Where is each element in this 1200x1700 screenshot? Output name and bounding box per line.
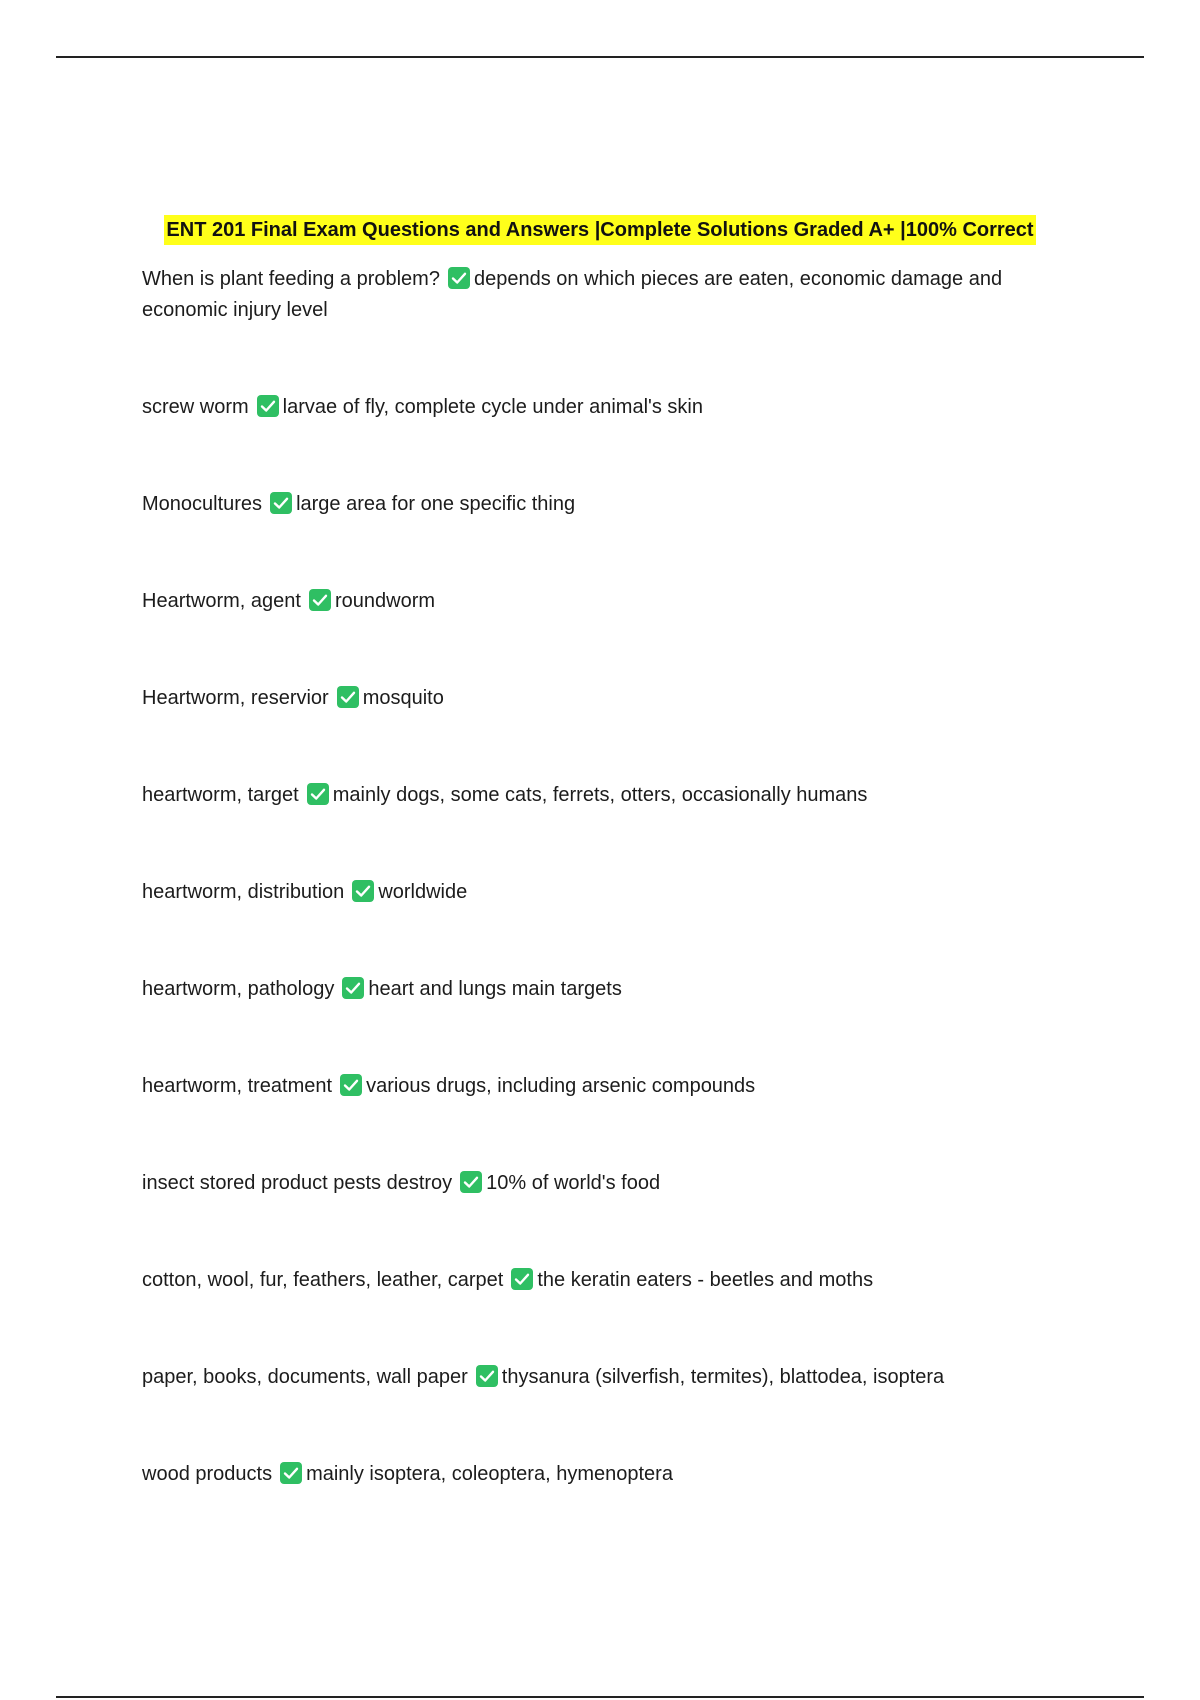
- check-icon: [448, 267, 470, 289]
- qa-list: [142, 264, 1042, 1556]
- question: screw worm: [142, 396, 249, 418]
- question: heartworm, distribution: [142, 881, 345, 903]
- question: wood products: [142, 1463, 273, 1485]
- check-icon: [337, 686, 359, 708]
- answer: worldwide: [378, 881, 468, 903]
- question: heartworm, treatment: [142, 1075, 333, 1097]
- bottom-rule: [56, 1696, 1144, 1698]
- check-icon: [352, 880, 374, 902]
- answer: roundworm: [334, 590, 436, 612]
- question: paper, books, documents, wall paper: [142, 1366, 468, 1388]
- question: Heartworm, agent: [142, 590, 301, 612]
- question: When is plant feeding a problem?: [142, 268, 440, 290]
- top-rule: [56, 56, 1144, 58]
- check-icon: [257, 395, 279, 417]
- check-icon: [342, 977, 364, 999]
- question: insect stored product pests destroy: [142, 1172, 453, 1194]
- qa-item: [142, 1071, 1042, 1102]
- answer: larvae of fly, complete cycle under animal's skin: [282, 396, 703, 418]
- document-title: ENT 201 Final Exam Questions and Answers |Complete Solutions Graded A+ |100% Correct: [164, 215, 1035, 245]
- answer: mosquito: [362, 687, 444, 709]
- qa-item: [142, 780, 1042, 811]
- qa-item: [142, 877, 1042, 908]
- qa-item: [142, 1459, 1042, 1490]
- check-icon: [340, 1074, 362, 1096]
- check-icon: [460, 1171, 482, 1193]
- check-icon: [511, 1268, 533, 1290]
- question: Monocultures: [142, 493, 263, 515]
- answer: thysanura (silverfish, termites), blattodea, isoptera: [501, 1366, 945, 1388]
- answer: depends on which pieces are eaten, economic damage and economic injury level: [142, 268, 1003, 321]
- qa-item: [142, 974, 1042, 1005]
- check-icon: [309, 589, 331, 611]
- answer: mainly dogs, some cats, ferrets, otters, occasionally humans: [332, 784, 868, 806]
- answer: large area for one specific thing: [296, 493, 576, 515]
- qa-item: [142, 586, 1042, 617]
- answer: 10% of world's food: [486, 1172, 661, 1194]
- question: cotton, wool, fur, feathers, leather, carpet: [142, 1269, 504, 1291]
- answer: the keratin eaters - beetles and moths: [537, 1269, 874, 1291]
- check-icon: [476, 1365, 498, 1387]
- qa-item: [142, 489, 1042, 520]
- question: heartworm, pathology: [142, 978, 335, 1000]
- check-icon: [270, 492, 292, 514]
- answer: mainly isoptera, coleoptera, hymenoptera: [306, 1463, 673, 1485]
- question: Heartworm, reservior: [142, 687, 329, 709]
- answer: heart and lungs main targets: [368, 978, 622, 1000]
- title-container: [0, 215, 1200, 245]
- question: heartworm, target: [142, 784, 299, 806]
- qa-item: [142, 392, 1042, 423]
- qa-item: [142, 1168, 1042, 1199]
- qa-item: [142, 1362, 1042, 1393]
- check-icon: [280, 1462, 302, 1484]
- qa-item: [142, 1265, 1042, 1296]
- answer: various drugs, including arsenic compounds: [366, 1075, 756, 1097]
- qa-item: [142, 683, 1042, 714]
- check-icon: [307, 783, 329, 805]
- qa-item: [142, 264, 1042, 326]
